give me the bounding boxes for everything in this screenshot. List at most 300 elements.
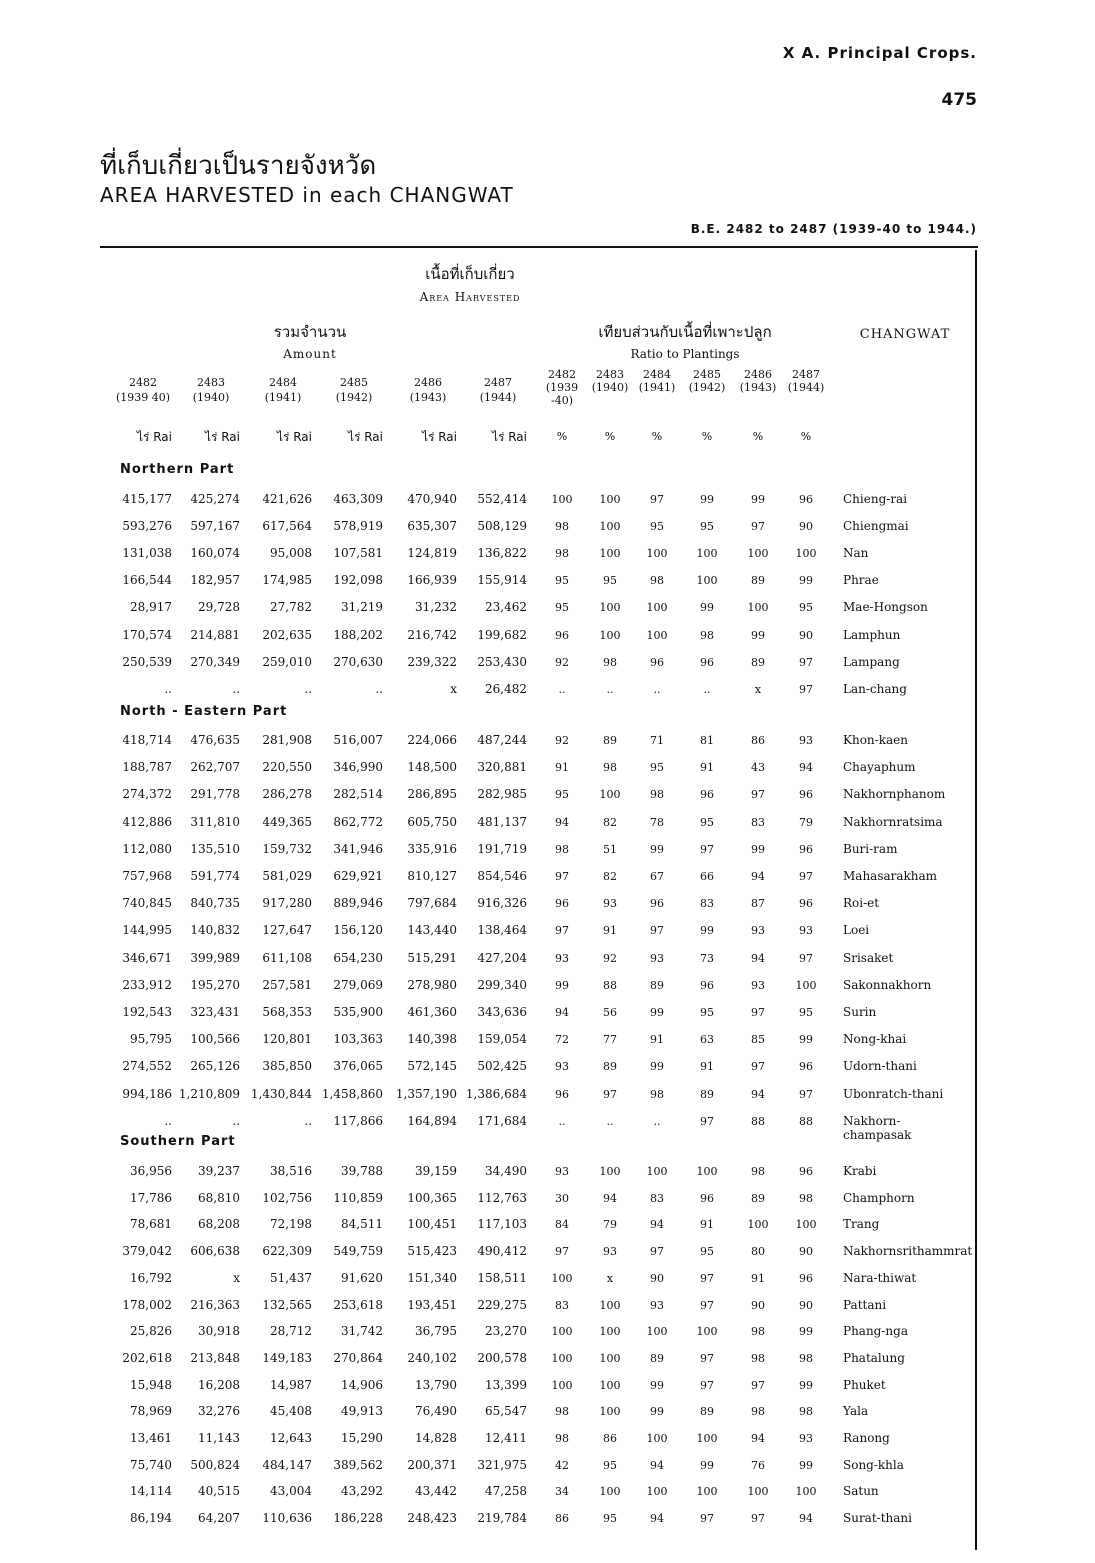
ratio-cell: 99 <box>650 842 664 856</box>
ratio-cell: 100 <box>795 1218 817 1232</box>
amount-cell: 840,735 <box>190 896 240 911</box>
ratio-cell: 94 <box>603 1191 617 1205</box>
amount-cell: 195,270 <box>190 977 240 992</box>
amount-cell: 17,786 <box>130 1190 172 1205</box>
amount-cell: 32,276 <box>198 1404 240 1419</box>
ratio-cell: 89 <box>603 734 617 747</box>
ratio-cell: 100 <box>599 547 621 561</box>
amount-cell: 259,010 <box>262 654 312 669</box>
ratio-cell: 63 <box>700 1033 714 1047</box>
ratio-cell: 67 <box>650 870 664 883</box>
changwat-name: Nakhorn- champasak <box>843 1113 912 1142</box>
amount-cell: 91,620 <box>341 1270 383 1285</box>
ratio-cell: 73 <box>700 951 714 965</box>
amount-cell: 117,866 <box>333 1113 383 1128</box>
changwat-name: Lamphun <box>843 627 901 642</box>
ratio-cell: 90 <box>751 1298 765 1312</box>
amount-cell: 219,784 <box>477 1511 527 1526</box>
ratio-cell: 95 <box>650 761 664 775</box>
amount-cell: 1,386,684 <box>465 1086 527 1101</box>
unit-rai: ไร่ Rai <box>204 430 240 444</box>
ratio-cell: 83 <box>700 897 714 911</box>
ratio-cell: 93 <box>799 924 813 938</box>
ratio-cell: 96 <box>700 788 714 802</box>
ratio-cell: 94 <box>650 1512 664 1526</box>
amount-cell: 270,630 <box>333 654 383 669</box>
ratio-cell: 100 <box>795 1485 817 1499</box>
ratio-cell: 98 <box>751 1165 765 1178</box>
ratio-cell: 99 <box>650 1006 664 1019</box>
amount-cell: 68,810 <box>198 1190 240 1205</box>
ratio-cell: 95 <box>700 815 714 829</box>
amount-cell: 68,208 <box>198 1217 240 1232</box>
amount-cell: 202,635 <box>262 627 312 642</box>
year-be: 2486 <box>744 368 772 381</box>
changwat-name: Nan <box>843 546 869 561</box>
amount-cell: 611,108 <box>262 950 312 965</box>
ratio-cell: 100 <box>599 1351 621 1365</box>
ratio-cell: 97 <box>603 1087 617 1101</box>
ratio-cell: 95 <box>700 1006 714 1019</box>
amount-cell: 629,921 <box>333 869 383 883</box>
changwat-name: Nara-thiwat <box>843 1270 917 1285</box>
amount-cell: 389,562 <box>333 1457 383 1472</box>
amount-cell: 14,987 <box>270 1377 312 1392</box>
ratio-cell: 95 <box>650 520 664 534</box>
ratio-cell: 77 <box>603 1033 617 1047</box>
ratio-cell: 100 <box>551 1325 573 1339</box>
ratio-cell: 79 <box>799 815 813 829</box>
amount-cell: 39,788 <box>341 1164 383 1178</box>
ratio-cell: 93 <box>555 951 569 965</box>
ratio-cell: 97 <box>700 1114 714 1128</box>
amount-cell: 274,372 <box>122 787 172 802</box>
ratio-cell: 100 <box>646 1165 668 1178</box>
ratio-cell: 96 <box>799 1165 813 1178</box>
year-ad: (1941) <box>638 381 676 394</box>
amount-cell: 14,114 <box>130 1484 172 1499</box>
ratio-cell: 99 <box>555 978 569 992</box>
ratio-cell: 99 <box>700 601 714 615</box>
amount-cell: 72,198 <box>270 1217 312 1232</box>
ratio-cell: 30 <box>555 1191 569 1205</box>
ratio-cell: 90 <box>799 1245 813 1259</box>
amount-cell: 376,065 <box>333 1059 383 1074</box>
ratio-cell: 97 <box>700 842 714 856</box>
ratio-cell: 96 <box>700 655 714 669</box>
amount-cell: .. <box>164 681 172 696</box>
ratio-cell: 95 <box>700 1245 714 1259</box>
amount-cell: 78,681 <box>130 1217 172 1232</box>
amount-cell: 274,552 <box>122 1059 172 1074</box>
ratio-cell: 89 <box>700 1087 714 1101</box>
ratio-cell: 99 <box>650 1378 664 1392</box>
ratio-cell: 93 <box>603 897 617 911</box>
amount-cell: 552,414 <box>477 492 527 506</box>
ratio-cell: 94 <box>555 815 569 829</box>
amount-cell: 200,371 <box>407 1457 457 1472</box>
amount-cell: 135,510 <box>190 841 240 856</box>
year-ad: (1940) <box>591 381 629 394</box>
amount-cell: 199,682 <box>477 627 527 642</box>
amount-cell: 103,363 <box>333 1032 383 1047</box>
ratio-cell: 98 <box>751 1325 765 1339</box>
year-ad: (1943) <box>739 381 777 394</box>
ratio-cell: 42 <box>555 1458 569 1472</box>
amount-cell: 516,007 <box>333 733 383 747</box>
year-ad: (1939 -40) <box>545 381 579 407</box>
ratio-cell: 100 <box>646 1485 668 1499</box>
amount-cell: 43,004 <box>270 1484 312 1499</box>
amount-cell: 415,177 <box>122 492 172 506</box>
year-be: 2484 <box>269 376 297 389</box>
amount-cell: .. <box>304 1113 312 1128</box>
ratio-cell: 96 <box>799 1060 813 1074</box>
amount-cell: 144,995 <box>122 923 172 938</box>
amount-cell: 233,912 <box>122 977 172 992</box>
ratio-cell: 94 <box>799 1512 813 1526</box>
ratio-cell: 99 <box>751 493 765 506</box>
ratio-cell: 93 <box>751 978 765 992</box>
amount-cell: 399,989 <box>190 950 240 965</box>
amount-cell: 23,462 <box>485 600 527 615</box>
ratio-cell: x <box>754 682 762 696</box>
ratio-cell: 97 <box>751 1060 765 1074</box>
changwat-name: Pattani <box>843 1297 887 1312</box>
top-rule <box>100 246 978 248</box>
ratio-cell: 99 <box>799 1033 813 1047</box>
amount-cell: 138,464 <box>477 923 527 938</box>
unit-percent: % <box>752 430 764 443</box>
amount-cell: 132,565 <box>262 1297 312 1312</box>
amount-cell: 166,544 <box>122 573 172 588</box>
amount-cell: 425,274 <box>190 492 240 506</box>
ratio-cell: 94 <box>799 761 813 775</box>
amount-cell: 36,956 <box>130 1164 172 1178</box>
amount-cell: 490,412 <box>477 1244 527 1259</box>
ratio-cell: 93 <box>555 1165 569 1178</box>
year-ad: (1944) <box>479 391 517 404</box>
ratio-cell: 90 <box>650 1271 664 1285</box>
year-be: 2483 <box>197 376 225 389</box>
amount-cell: 578,919 <box>333 519 383 534</box>
amount-cell: 449,365 <box>262 814 312 829</box>
ratio-cell: 97 <box>799 682 813 696</box>
amount-cell: 535,900 <box>333 1005 383 1019</box>
amount-cell: 159,054 <box>477 1032 527 1047</box>
ratio-cell: 72 <box>555 1033 569 1047</box>
amount-cell: 191,719 <box>477 841 527 856</box>
amount-cell: 889,946 <box>333 896 383 911</box>
amount-cell: 40,515 <box>198 1484 240 1499</box>
ratio-cell: 90 <box>799 1298 813 1312</box>
changwat-name: Mae-Hongson <box>843 600 928 615</box>
ratio-cell: 100 <box>795 978 817 992</box>
ratio-year-header <box>734 368 782 394</box>
ratio-cell: 83 <box>751 815 765 829</box>
amount-cell: 220,550 <box>262 760 312 775</box>
title-thai: ที่เก็บเกี่ยวเป็นรายจังหวัด <box>100 151 377 181</box>
ratio-cell: .. <box>606 1114 614 1128</box>
amount-cell: .. <box>375 681 383 696</box>
ratio-cell: 89 <box>603 1060 617 1074</box>
page-number: 475 <box>941 90 977 110</box>
amount-cell: 581,029 <box>262 869 312 883</box>
ratio-cell: 93 <box>603 1245 617 1259</box>
amount-cell: 148,500 <box>407 760 457 775</box>
unit-rai: ไร่ Rai <box>276 430 312 444</box>
ratio-cell: 99 <box>751 842 765 856</box>
amount-cell: 78,969 <box>130 1404 172 1419</box>
ratio-cell: 100 <box>696 1485 718 1499</box>
ratio-cell: 76 <box>751 1458 765 1472</box>
ratio-cell: 96 <box>799 1271 813 1285</box>
ratio-cell: 71 <box>650 734 664 747</box>
amount-cell: 12,643 <box>270 1431 312 1445</box>
amount-cell: 188,202 <box>333 627 383 642</box>
amount-cell: 27,782 <box>270 600 312 615</box>
ratio-cell: 94 <box>650 1458 664 1472</box>
ratio-cell: 100 <box>747 1485 769 1499</box>
changwat-name: Phatalung <box>843 1350 905 1365</box>
ratio-cell: 98 <box>650 574 664 588</box>
ratio-cell: 97 <box>650 493 664 506</box>
ratio-cell: 95 <box>799 1006 813 1019</box>
amount-cell: 15,948 <box>130 1377 172 1392</box>
ratio-cell: 95 <box>603 1512 617 1526</box>
ratio-cell: 99 <box>799 1378 813 1392</box>
amount-cell: 311,810 <box>190 814 240 829</box>
ratio-cell: 96 <box>555 897 569 911</box>
ratio-cell: 92 <box>555 655 569 669</box>
amount-cell: 14,906 <box>341 1377 383 1392</box>
ratio-cell: 97 <box>555 870 569 883</box>
ratio-cell: 95 <box>555 574 569 588</box>
ratio-cell: 92 <box>603 951 617 965</box>
ratio-cell: 98 <box>650 1087 664 1101</box>
changwat-header: CHANGWAT <box>859 327 951 342</box>
ratio-cell: 80 <box>751 1245 765 1259</box>
year-be: 2487 <box>792 368 820 381</box>
changwat-name: Phrae <box>843 573 879 588</box>
amount-cell: 156,120 <box>333 923 383 938</box>
amount-cell: 151,340 <box>407 1270 457 1285</box>
ratio-cell: 98 <box>751 1405 765 1419</box>
ratio-cell: 100 <box>599 628 621 642</box>
ratio-cell: 97 <box>751 1378 765 1392</box>
ratio-cell: 100 <box>747 601 769 615</box>
ratio-cell: 93 <box>650 1298 664 1312</box>
ratio-cell: 95 <box>555 788 569 802</box>
ratio-cell: 97 <box>799 1087 813 1101</box>
ratio-cell: 89 <box>751 1191 765 1205</box>
ratio-cell: 100 <box>696 574 718 588</box>
amount-cell: 606,638 <box>190 1244 240 1259</box>
changwat-name: Mahasarakham <box>843 869 938 883</box>
amount-cell: 155,914 <box>477 573 527 588</box>
ratio-cell: 88 <box>603 978 617 992</box>
amount-cell: 11,143 <box>198 1431 240 1445</box>
amount-cell: 112,763 <box>477 1190 527 1205</box>
ratio-cell: 95 <box>603 1458 617 1472</box>
year-be: 2482 <box>548 368 576 381</box>
ratio-cell: 97 <box>700 1271 714 1285</box>
amount-cell: 95,795 <box>130 1032 172 1047</box>
ratio-cell: 66 <box>700 870 714 883</box>
ratio-cell: 98 <box>751 1351 765 1365</box>
ratio-cell: 81 <box>700 734 714 747</box>
ratio-cell: 91 <box>650 1033 664 1047</box>
year-be: 2482 <box>129 376 157 389</box>
ratio-year-header <box>782 368 830 394</box>
changwat-name: Krabi <box>843 1164 877 1178</box>
amount-cell: 224,066 <box>407 733 457 747</box>
amount-cell: 120,801 <box>262 1032 312 1047</box>
ratio-cell: 93 <box>799 734 813 747</box>
unit-rai: ไร่ Rai <box>421 430 457 444</box>
changwat-name: Nakhornphanom <box>843 787 946 802</box>
ratio-cell: 98 <box>555 547 569 561</box>
amount-cell: 1,458,860 <box>321 1086 383 1101</box>
amount-cell: 76,490 <box>415 1404 457 1419</box>
ratio-cell: 88 <box>799 1114 813 1128</box>
ratio-cell: 97 <box>650 924 664 938</box>
year-be: 2485 <box>340 376 368 389</box>
amount-cell: 917,280 <box>262 896 312 911</box>
amount-cell: 178,002 <box>122 1297 172 1312</box>
amount-cell: 346,990 <box>333 760 383 775</box>
changwat-name: Roi-et <box>843 896 880 911</box>
amount-cell: 12,411 <box>485 1431 527 1445</box>
ratio-cell: 97 <box>799 951 813 965</box>
ratio-cell: 96 <box>700 1191 714 1205</box>
amount-cell: 164,894 <box>407 1113 457 1128</box>
ratio-cell: 100 <box>551 493 573 506</box>
amount-cell: 112,080 <box>122 841 172 856</box>
amount-cell: 549,759 <box>333 1244 383 1259</box>
ratio-cell: .. <box>558 682 566 696</box>
amount-cell: 343,636 <box>477 1005 527 1019</box>
amount-header-thai: รวมจำนวน <box>273 323 347 341</box>
changwat-name: Buri-ram <box>843 841 898 856</box>
ratio-header-thai: เทียบส่วนกับเนื้อที่เพาะปลูก <box>598 323 772 341</box>
unit-percent: % <box>701 430 713 443</box>
amount-cell: 100,566 <box>190 1032 240 1047</box>
amount-cell: 26,482 <box>485 681 527 696</box>
amount-cell: 43,292 <box>341 1484 383 1499</box>
year-be: 2487 <box>484 376 512 389</box>
amount-cell: 47,258 <box>485 1484 527 1499</box>
ratio-cell: 98 <box>700 628 714 642</box>
ratio-cell: 93 <box>555 1060 569 1074</box>
ratio-cell: 90 <box>799 520 813 534</box>
amount-cell: 385,850 <box>262 1059 312 1074</box>
amount-cell: 202,618 <box>122 1350 172 1365</box>
ratio-cell: 79 <box>603 1218 617 1232</box>
amount-cell: 617,564 <box>262 519 312 534</box>
ratio-cell: 100 <box>696 1165 718 1178</box>
ratio-cell: 100 <box>646 1325 668 1339</box>
ratio-cell: 92 <box>555 734 569 747</box>
amount-cell: 43,442 <box>415 1484 457 1499</box>
amount-cell: 502,425 <box>477 1059 527 1074</box>
amount-cell: 38,516 <box>270 1164 312 1178</box>
ratio-cell: 82 <box>603 815 617 829</box>
ratio-cell: 93 <box>650 951 664 965</box>
ratio-cell: 96 <box>555 1087 569 1101</box>
amount-cell: 65,547 <box>485 1404 527 1419</box>
amount-cell: 100,365 <box>407 1190 457 1205</box>
ratio-cell: 100 <box>551 1378 573 1392</box>
amount-cell: 213,848 <box>190 1350 240 1365</box>
amount-cell: 14,828 <box>415 1431 457 1445</box>
ratio-cell: 100 <box>696 547 718 561</box>
amount-cell: .. <box>304 681 312 696</box>
amount-cell: 174,985 <box>262 573 312 588</box>
amount-cell: 622,309 <box>262 1244 312 1259</box>
ratio-cell: 95 <box>700 520 714 534</box>
year-ad: (1944) <box>787 381 825 394</box>
ratio-cell: .. <box>606 682 614 696</box>
year-be: 2483 <box>596 368 624 381</box>
ratio-cell: 86 <box>751 734 765 747</box>
amount-cell: 23,270 <box>485 1324 527 1339</box>
amount-cell: 159,732 <box>262 841 312 856</box>
ratio-cell: 100 <box>646 628 668 642</box>
ratio-cell: 97 <box>700 1378 714 1392</box>
ratio-cell: 100 <box>599 1405 621 1419</box>
amount-cell: 166,939 <box>407 573 457 588</box>
amount-cell: 1,430,844 <box>250 1086 312 1101</box>
amount-cell: 593,276 <box>122 519 172 534</box>
period-label: B.E. 2482 to 2487 (1939-40 to 1944.) <box>690 222 977 236</box>
ratio-cell: 78 <box>650 815 664 829</box>
year-be: 2484 <box>643 368 671 381</box>
year-ad: (1942) <box>688 381 726 394</box>
amount-cell: 515,291 <box>407 950 457 965</box>
amount-cell: 321,975 <box>477 1457 527 1472</box>
amount-cell: 341,946 <box>333 841 383 856</box>
ratio-cell: 94 <box>751 951 765 965</box>
amount-year-header <box>395 375 461 405</box>
amount-cell: 270,349 <box>190 654 240 669</box>
ratio-cell: 100 <box>599 520 621 534</box>
amount-cell: 239,322 <box>407 654 457 669</box>
part-heading: Southern Part <box>120 1134 236 1149</box>
ratio-cell: 100 <box>795 547 817 561</box>
ratio-cell: 89 <box>650 1351 664 1365</box>
amount-cell: 170,574 <box>122 627 172 642</box>
changwat-name: Surin <box>843 1005 877 1019</box>
amount-cell: .. <box>232 1113 240 1128</box>
ratio-cell: 100 <box>599 1298 621 1312</box>
unit-rai: ไร่ Rai <box>136 430 172 444</box>
amount-cell: 262,707 <box>190 760 240 775</box>
amount-cell: 757,968 <box>122 869 172 883</box>
ratio-cell: 95 <box>555 601 569 615</box>
amount-cell: 28,712 <box>270 1324 312 1339</box>
ratio-cell: 97 <box>555 924 569 938</box>
ratio-cell: 97 <box>700 1512 714 1526</box>
amount-cell: 107,581 <box>333 546 383 561</box>
ratio-cell: 85 <box>751 1033 765 1047</box>
amount-cell: 282,985 <box>477 787 527 802</box>
amount-cell: 270,864 <box>333 1350 383 1365</box>
unit-rai: ไร่ Rai <box>491 430 527 444</box>
amount-cell: 591,774 <box>190 869 240 883</box>
changwat-name: Surat-thani <box>843 1511 912 1526</box>
ratio-cell: 97 <box>799 870 813 883</box>
